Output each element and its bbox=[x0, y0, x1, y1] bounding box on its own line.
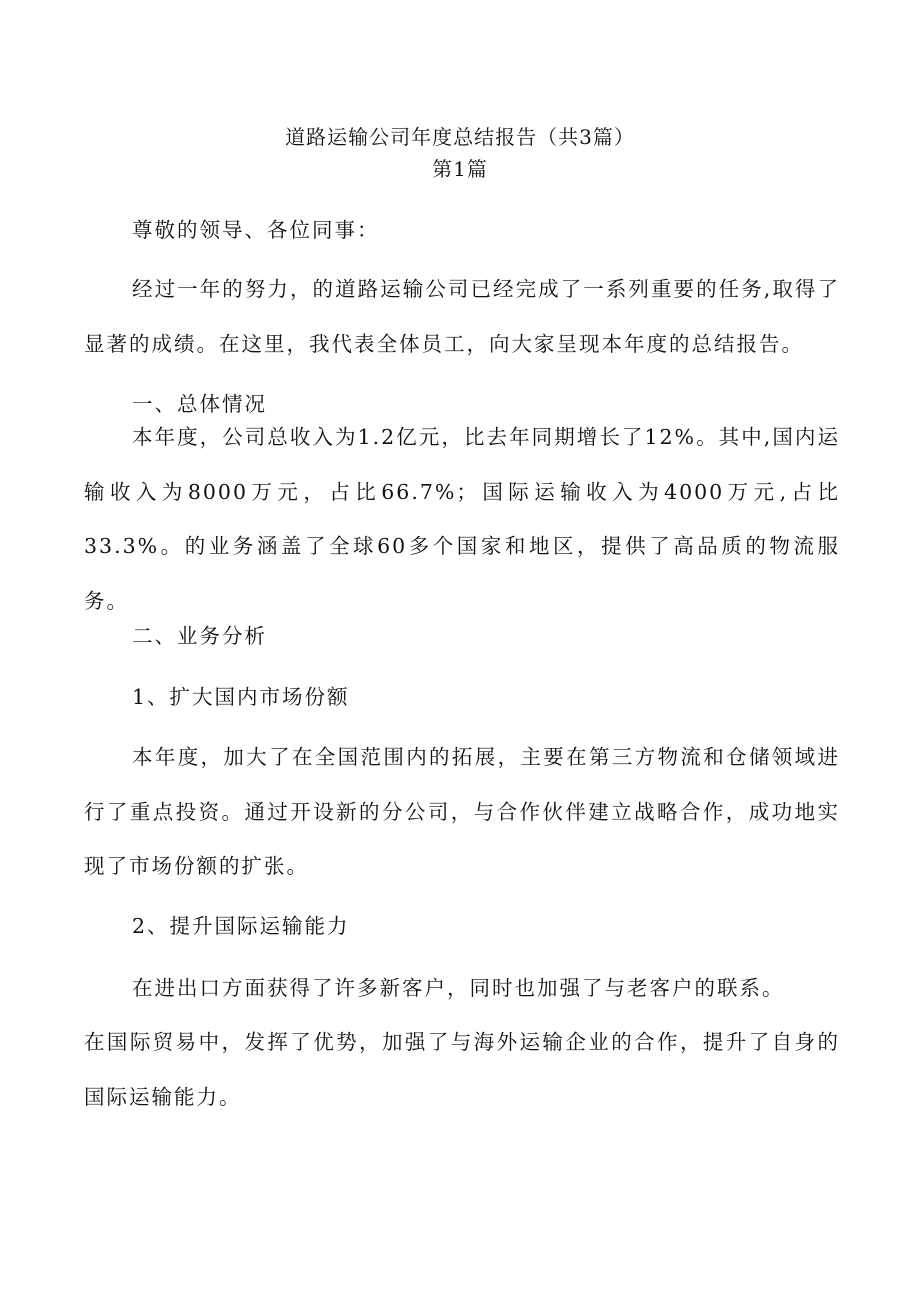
section-2-heading: 二、业务分析 bbox=[132, 624, 267, 648]
greeting: 尊敬的领导、各位同事： bbox=[132, 218, 380, 242]
subsection-1-body: 本年度，加大了在全国范围内的拓展，主要在第三方物流和仓储领域进行了重点投资。通过开设新的分公司，与合作伙伴建立战略合作，成功地实现了市场份额的扩张。 bbox=[84, 745, 840, 878]
intro-paragraph: 经过一年的努力，的道路运输公司已经完成了一系列重要的任务,取得了显著的成绩。在这里，我代表全体员工，向大家呈现本年度的总结报告。 bbox=[84, 277, 840, 356]
subsection-2-body-rest: 在国际贸易中，发挥了优势，加强了与海外运输企业的合作，提升了自身的国际运输能力。 bbox=[84, 1030, 840, 1109]
subsection-2-body-line1: 在进出口方面获得了许多新客户，同时也加强了与老客户的联系。 bbox=[132, 976, 785, 1000]
subsection-1-heading: 1、扩大国内市场份额 bbox=[132, 685, 350, 709]
section-1-heading: 一、总体情况 bbox=[132, 392, 267, 416]
subsection-2-heading: 2、提升国际运输能力 bbox=[132, 914, 350, 938]
document-title: 道路运输公司年度总结报告（共3篇） bbox=[285, 125, 635, 149]
section-1-body: 本年度，公司总收入为1.2亿元，比去年同期增长了12%。其中,国内运输收入为8000万元，占比66.7%；国际运输收入为4000万元,占比33.3%。的业务涵盖了全球60多个国家和地区，提供了高品质的物流服务。 bbox=[84, 425, 840, 613]
document-subtitle: 第1篇 bbox=[432, 157, 488, 181]
